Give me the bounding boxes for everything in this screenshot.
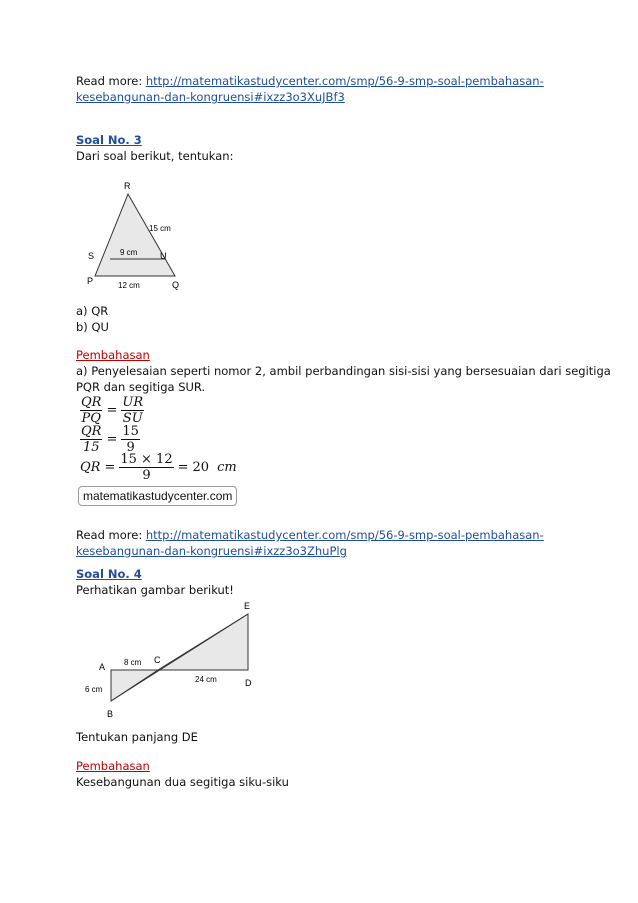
eq2-equals: = <box>106 431 118 447</box>
length-pq: 12 cm <box>118 281 140 290</box>
eq3-num: 15 × 12 <box>120 452 173 467</box>
label-P: P <box>87 276 94 286</box>
eq1-equals: = <box>106 402 118 418</box>
question-qr: a) QR <box>76 304 109 318</box>
triangle-figure <box>80 176 200 296</box>
soal-3-heading[interactable]: Soal No. 3 <box>76 133 142 147</box>
label-S: S <box>88 251 95 261</box>
read-more-link-1a[interactable]: http://matematikastudycenter.com/smp/56-9-smp-soal-pembahasan- <box>145 74 544 88</box>
soal-3-intro: Dari soal berikut, tentukan: <box>76 149 234 163</box>
pembahasan-3-line2: PQR dan segitiga SUR. <box>76 380 206 394</box>
eq2-left-num: QR <box>81 424 102 439</box>
eq1-left-den: PQ <box>81 411 101 426</box>
eq3-equals: = <box>104 459 116 475</box>
label-U: U <box>160 251 167 261</box>
length-su: 9 cm <box>120 248 138 257</box>
read-more-link-1b[interactable]: kesebangunan-dan-kongruensi#ixzz3o3XuJBf3 <box>76 90 345 104</box>
eq1-left-num: QR <box>81 395 102 410</box>
label-C: C <box>154 655 161 665</box>
length-ab: 6 cm <box>85 685 103 694</box>
equation-1 <box>80 395 144 426</box>
read-more-prefix-2: Read more: <box>76 528 146 542</box>
soal-4-question: Tentukan panjang DE <box>76 730 198 744</box>
label-A: A <box>99 662 106 672</box>
eq3-lhs: QR <box>80 459 101 475</box>
pembahasan-3-line1: a) Penyelesaian seperti nomor 2, ambil perbandingan sisi-sisi yang bersesuaian dari segitiga <box>76 364 611 378</box>
eq3-den: 9 <box>142 468 151 483</box>
eq3-equals-2: = <box>177 459 189 475</box>
pembahasan-4-heading: Pembahasan <box>76 759 150 773</box>
question-qu: b) QU <box>76 320 109 334</box>
eq2-right-den: 9 <box>126 440 135 455</box>
length-cd: 24 cm <box>195 675 217 684</box>
read-more-link-2b[interactable]: kesebangunan-dan-kongruensi#ixzz3o3ZhuPlg <box>76 544 347 558</box>
length-ru: 15 cm <box>149 224 171 233</box>
eq2-left-den: 15 <box>82 440 100 455</box>
label-B: B <box>107 709 114 719</box>
read-more-2 <box>76 527 544 559</box>
pembahasan-4-line1: Kesebangunan dua segitiga siku-siku <box>76 775 289 789</box>
watermark-logo: matematikastudycenter.com <box>78 486 237 506</box>
label-D: D <box>245 678 252 688</box>
eq3-result: 20 <box>192 459 210 475</box>
label-R: R <box>124 181 131 191</box>
soal-4-intro: Perhatikan gambar berikut! <box>76 583 234 597</box>
two-triangles-figure <box>80 598 270 723</box>
soal-4-heading[interactable]: Soal No. 4 <box>76 567 142 581</box>
eq2-right-num: 15 <box>122 424 139 439</box>
length-ac: 8 cm <box>124 658 142 667</box>
eq1-right-num: UR <box>122 395 144 410</box>
read-more-prefix: Read more: <box>76 74 146 88</box>
equation-3 <box>80 452 237 483</box>
eq3-unit: cm <box>217 459 237 475</box>
eq1-right-den: SU <box>122 411 143 426</box>
label-E: E <box>244 601 251 611</box>
label-Q: Q <box>172 280 180 290</box>
read-more-1 <box>76 73 544 105</box>
read-more-link-2a[interactable]: http://matematikastudycenter.com/smp/56-9-smp-soal-pembahasan- <box>145 528 544 542</box>
equation-2 <box>80 424 140 455</box>
pembahasan-3-heading: Pembahasan <box>76 348 150 362</box>
